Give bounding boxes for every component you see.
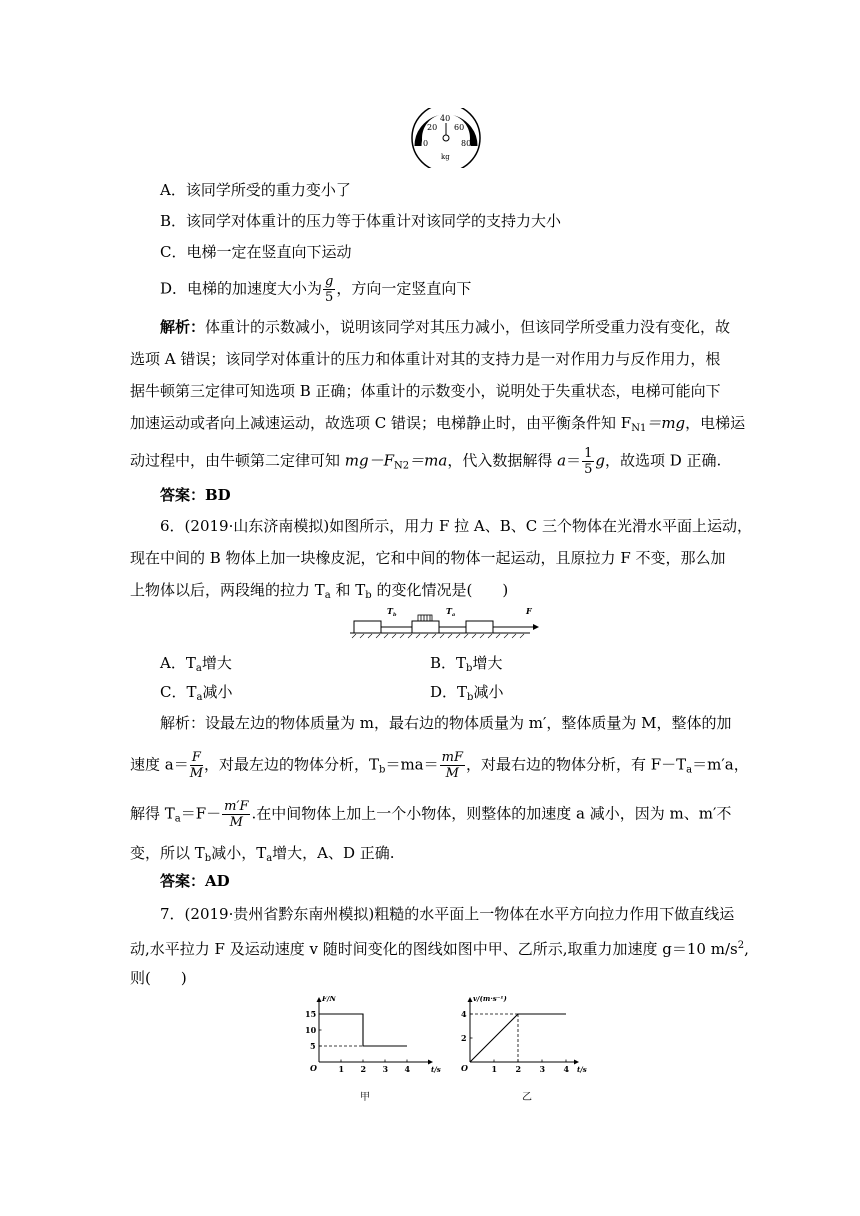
blocks-figure	[350, 604, 540, 642]
yi-origin: O	[461, 1063, 468, 1073]
q7-stem-line-3: 则( )	[130, 969, 187, 987]
jia-ylabel: F/N	[322, 996, 336, 1003]
block-left	[354, 621, 381, 633]
jia-xlabel: t/s	[431, 1065, 441, 1074]
force-arrowhead	[533, 624, 539, 630]
yi-xlabel: t/s	[577, 1065, 587, 1074]
q6-stem-line-1: 6．(2019·山东济南模拟)如图所示，用力 F 拉 A、B、C 三个物体在光滑水平面上运动，	[160, 517, 753, 535]
scale-tick-20: 20	[427, 123, 438, 132]
q6-analysis-line-3: 解得 $T_a=F-$ $\frac{m'F}{M}$ .在中间物体上加上一个小物体，则整体的加速度 a 减小，因为 m、m′不	[130, 799, 732, 830]
jia-x-arrow	[428, 1060, 433, 1065]
q5-analysis-line-4: 加速运动或者向上减速运动，故选项 C 错误；电梯静止时，由平衡条件知 $F_{N1}=mg$，电梯运	[130, 414, 746, 434]
q6-option-d: D．$T_b$减小	[430, 683, 504, 703]
label-f: F	[526, 606, 532, 616]
q5-option-d-fraction: $\frac{g}{5}$	[325, 274, 334, 305]
jia-xtick-label-1: 1	[338, 1064, 345, 1074]
q6-stem-line-3: 上物体以后，两段绳的拉力 $T_a$ 和 $T_b$ 的变化情况是( )	[130, 581, 509, 601]
block-middle	[412, 621, 439, 633]
q6-option-a: A．$T_a$增大	[160, 654, 232, 674]
yi-caption: 乙	[522, 1092, 532, 1103]
chart-force-time	[295, 996, 445, 1104]
scale-tick-0: 0	[423, 139, 429, 148]
jia-origin: O	[310, 1063, 317, 1073]
q5-answer: 答案：BD	[160, 486, 231, 504]
jia-series-line-0	[319, 1014, 407, 1046]
yi-x-arrow	[574, 1060, 579, 1065]
scale-tick-40: 40	[440, 114, 451, 123]
q5-option-c: C．电梯一定在竖直向下运动	[160, 243, 352, 261]
q5-option-d-text: D．电梯的加速度大小为	[160, 279, 323, 298]
yi-xtick-label-1: 1	[491, 1064, 498, 1074]
label-ta: $T_a$	[446, 606, 456, 618]
scale-figure	[410, 108, 482, 168]
q5-option-b: B．该同学对体重计的压力等于体重计对该同学的支持力大小	[160, 212, 562, 230]
scale-unit: kg	[441, 153, 450, 161]
ground-hatch	[352, 634, 524, 638]
jia-xtick-label-2: 2	[360, 1064, 367, 1074]
q5-analysis-line-1: 解析：体重计的示数减小，说明该同学对其压力减小，但该同学所受重力没有变化，故	[160, 318, 731, 336]
jia-ytick-label-5: 5	[310, 1041, 316, 1051]
scale-tick-60: 60	[454, 123, 465, 132]
q6-stem-line-2: 现在中间的 B 物体上加一块橡皮泥，它和中间的物体一起运动，且原拉力 F 不变，那么加	[130, 549, 726, 567]
q6-option-b: B．$T_b$增大	[430, 654, 503, 674]
q5-option-a: A．该同学所受的重力变小了	[160, 181, 351, 199]
chart-velocity-time	[452, 996, 592, 1104]
q7-stem-line-1: 7．(2019·贵州省黔东南州模拟)粗糙的水平面上一物体在水平方向拉力作用下做直线运	[160, 905, 735, 923]
q6-answer: 答案：AD	[160, 872, 230, 890]
q6-analysis-line-4: 变，所以 $T_b$减小，$T_a$增大，A、D 正确.	[130, 844, 395, 864]
yi-ytick-label-4: 4	[461, 1009, 467, 1019]
q5-analysis-line-5: 动过程中，由牛顿第二定律可知 $mg-F_{N2}=ma$，代入数据解得 a＝ $\frac{1}{5}$ g，故选项 D 正确.	[130, 446, 722, 477]
jia-ytick-label-15: 15	[305, 1009, 317, 1019]
q6-analysis-line-2: 速度 a＝ $\frac{F}{M}$ ，对最左边的物体分析，$T_b=ma=$ $\frac{mF}{M}$ ，对最右边的物体分析，有 $F-T_a=m'a$，	[130, 750, 749, 781]
analysis-label: 解析：	[160, 318, 206, 336]
yi-xtick-label-3: 3	[539, 1064, 546, 1074]
yi-xtick-label-4: 4	[563, 1064, 570, 1074]
jia-xtick-label-3: 3	[382, 1064, 389, 1074]
block-right	[466, 621, 493, 633]
scale-pivot	[443, 135, 449, 141]
jia-y-arrow	[317, 997, 322, 1002]
jia-ytick-label-10: 10	[305, 1025, 317, 1035]
yi-ylabel: v/(m·s⁻¹)	[473, 996, 507, 1003]
q5-option-d: D．电梯的加速度大小为 $\frac{g}{5}$ ，方向一定竖直向下	[160, 274, 472, 305]
q6-option-c: C．$T_a$减小	[160, 683, 233, 703]
yi-xtick-label-2: 2	[515, 1064, 522, 1074]
scale-tick-80: 80	[461, 139, 472, 148]
q6-analysis-line-1: 解析：设最左边的物体质量为 m，最右边的物体质量为 m′，整体质量为 M，整体的加	[160, 714, 732, 732]
jia-caption: 甲	[360, 1092, 370, 1103]
q5-analysis-line-2: 选项 A 错误；该同学对体重计的压力和体重计对其的支持力是一对作用力与反作用力，根	[130, 350, 721, 368]
putty-lump	[418, 615, 432, 621]
yi-ytick-label-2: 2	[461, 1033, 467, 1043]
label-tb: $T_b$	[387, 606, 397, 618]
q7-stem-line-2: 动,水平拉力 F 及运动速度 v 随时间变化的图线如图中甲、乙所示,取重力加速度 g＝10 $m/s^2$,	[130, 940, 749, 958]
jia-xtick-label-4: 4	[404, 1064, 411, 1074]
q5-analysis-line-3: 据牛顿第三定律可知选项 B 正确；体重计的示数变小，说明处于失重状态，电梯可能向下	[130, 382, 721, 400]
yi-y-arrow	[468, 997, 473, 1002]
